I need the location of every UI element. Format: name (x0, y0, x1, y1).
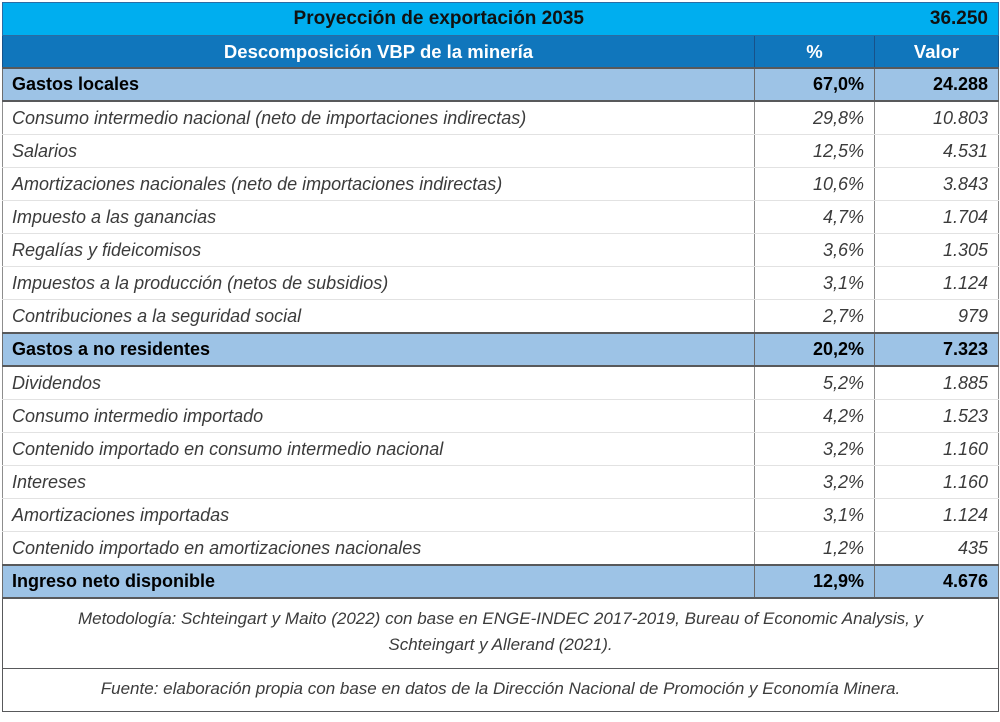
table-row (3, 366, 999, 400)
row-value: 1.124 (875, 267, 999, 300)
column-header-row (3, 36, 999, 69)
methodology-note: Metodología: Schteingart y Maito (2022) con base en ENGE-INDEC 2017-2019, Bureau of Economic Analysis, y Schteingart y Allerand (2021). (3, 598, 999, 668)
vbp-decomposition-table (2, 2, 999, 712)
table-row (3, 400, 999, 433)
row-label: Amortizaciones nacionales (neto de importaciones indirectas) (3, 168, 755, 201)
column-header-percent: % (755, 36, 875, 69)
row-value: 1.160 (875, 466, 999, 499)
row-percent: 4,7% (755, 201, 875, 234)
row-value: 435 (875, 532, 999, 566)
row-value: 4.676 (875, 565, 999, 598)
row-percent: 4,2% (755, 400, 875, 433)
table-row (3, 168, 999, 201)
row-label: Intereses (3, 466, 755, 499)
row-value: 4.531 (875, 135, 999, 168)
table-row (3, 499, 999, 532)
table-row (3, 101, 999, 135)
row-percent: 1,2% (755, 532, 875, 566)
row-value: 7.323 (875, 333, 999, 366)
row-label: Salarios (3, 135, 755, 168)
table-row-section (3, 68, 999, 101)
row-percent: 5,2% (755, 366, 875, 400)
table-row (3, 234, 999, 267)
table-row (3, 532, 999, 566)
table-row (3, 267, 999, 300)
row-label: Contenido importado en consumo intermedio nacional (3, 433, 755, 466)
row-value: 10.803 (875, 101, 999, 135)
table-row (3, 300, 999, 334)
row-label: Impuesto a las ganancias (3, 201, 755, 234)
row-label: Gastos a no residentes (3, 333, 755, 366)
row-value: 3.843 (875, 168, 999, 201)
row-percent: 10,6% (755, 168, 875, 201)
row-percent: 67,0% (755, 68, 875, 101)
row-label: Gastos locales (3, 68, 755, 101)
table-row (3, 135, 999, 168)
row-percent: 3,1% (755, 499, 875, 532)
row-value: 1.305 (875, 234, 999, 267)
row-percent: 3,2% (755, 466, 875, 499)
row-percent: 3,1% (755, 267, 875, 300)
column-header-label: Descomposición VBP de la minería (3, 36, 755, 69)
row-label: Ingreso neto disponible (3, 565, 755, 598)
row-percent: 20,2% (755, 333, 875, 366)
row-value: 1.160 (875, 433, 999, 466)
row-label: Consumo intermedio nacional (neto de importaciones indirectas) (3, 101, 755, 135)
page-title: Proyección de exportación 2035 (3, 3, 875, 36)
row-value: 1.124 (875, 499, 999, 532)
row-percent: 3,2% (755, 433, 875, 466)
row-percent: 2,7% (755, 300, 875, 334)
table-row (3, 201, 999, 234)
row-percent: 29,8% (755, 101, 875, 135)
row-value: 1.523 (875, 400, 999, 433)
row-percent: 12,9% (755, 565, 875, 598)
row-value: 1.704 (875, 201, 999, 234)
table-row (3, 466, 999, 499)
methodology-note-row (3, 598, 999, 668)
source-note-row (3, 668, 999, 711)
row-label: Regalías y fideicomisos (3, 234, 755, 267)
table-title-row (3, 3, 999, 36)
title-total-value: 36.250 (875, 3, 999, 36)
row-value: 979 (875, 300, 999, 334)
row-label: Impuestos a la producción (netos de subsidios) (3, 267, 755, 300)
table-row-section (3, 565, 999, 598)
row-percent: 12,5% (755, 135, 875, 168)
row-label: Contribuciones a la seguridad social (3, 300, 755, 334)
row-label: Contenido importado en amortizaciones nacionales (3, 532, 755, 566)
row-percent: 3,6% (755, 234, 875, 267)
source-note: Fuente: elaboración propia con base en datos de la Dirección Nacional de Promoción y Economía Minera. (3, 668, 999, 711)
row-label: Amortizaciones importadas (3, 499, 755, 532)
row-value: 1.885 (875, 366, 999, 400)
row-value: 24.288 (875, 68, 999, 101)
column-header-value: Valor (875, 36, 999, 69)
table-row-section (3, 333, 999, 366)
table-body (3, 3, 999, 712)
row-label: Consumo intermedio importado (3, 400, 755, 433)
row-label: Dividendos (3, 366, 755, 400)
table-row (3, 433, 999, 466)
